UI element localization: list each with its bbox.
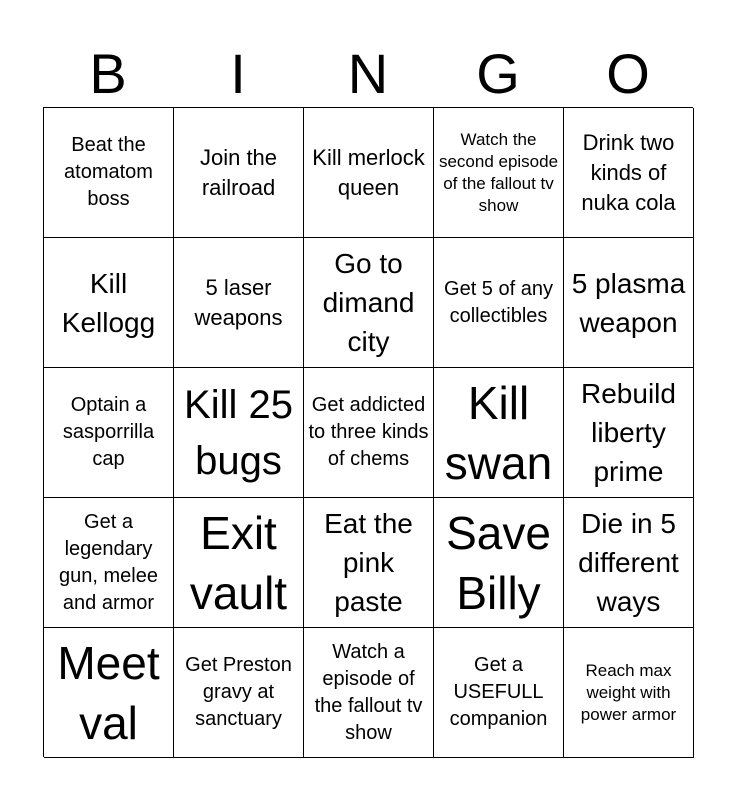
bingo-cell[interactable] [44,108,174,238]
bingo-cell[interactable] [564,628,694,758]
bingo-cell[interactable] [434,108,564,238]
cell-text: Watch the second episode of the fallout tv show [438,129,559,215]
cell-text: Get a USEFULL companion [449,654,548,730]
cell-text: Drink two kinds of nuka cola [581,129,676,215]
bingo-cell[interactable] [564,238,694,368]
bingo-cell[interactable] [304,368,434,498]
cell-text: 5 plasma weapon [571,267,686,338]
bingo-cell[interactable] [564,368,694,498]
cell-text: Rebuild liberty prime [581,378,676,487]
header-letter-b: B [89,42,127,105]
cell-text: Get 5 of any collectibles [444,277,553,327]
bingo-cell[interactable] [434,368,564,498]
cell-text: Meet val [57,636,160,749]
bingo-cell[interactable] [44,368,174,498]
cell-text: Reach max weight with power armor [580,660,677,724]
cell-text: Get addicted to three kinds of chems [308,394,429,470]
bingo-cell[interactable] [44,238,174,368]
cell-text: Kill merlock queen [312,144,425,200]
header-letter-n: N [347,42,389,105]
bingo-cell[interactable] [304,238,434,368]
bingo-cell[interactable] [174,368,304,498]
cell-text: Watch a episode of the fallout tv show [314,640,423,744]
cell-text: Kill 25 bugs [184,382,293,483]
cell-text: Optain a sasporrilla cap [62,394,155,470]
bingo-header [43,40,693,108]
cell-text: Exit vault [189,506,288,619]
cell-text: Kill swan [444,376,553,489]
cell-text: Get a legendary gun, melee and armor [59,510,158,614]
bingo-cell[interactable] [434,238,564,368]
cell-text: Die in 5 different ways [578,508,679,617]
bingo-cell[interactable] [434,498,564,628]
cell-text: Go to dimand city [322,248,415,357]
bingo-board [43,107,693,757]
bingo-cell[interactable] [44,628,174,758]
cell-text: Save Billy [446,506,551,619]
cell-text: Beat the atomatom boss [64,134,153,210]
bingo-cell[interactable] [174,628,304,758]
bingo-cell[interactable] [174,108,304,238]
bingo-cell[interactable] [304,498,434,628]
cell-text: Kill Kellogg [61,267,156,338]
header-letter-i: I [230,42,246,105]
bingo-cell[interactable] [174,238,304,368]
cell-text: Get Preston gravy at sanctuary [185,654,292,730]
bingo-cell[interactable] [564,108,694,238]
cell-text: Join the railroad [199,144,278,200]
bingo-cell[interactable] [304,108,434,238]
cell-text: 5 laser weapons [194,274,283,330]
cell-text: Eat the pink paste [324,508,413,617]
bingo-cell[interactable] [174,498,304,628]
header-letter-o: O [606,42,650,105]
header-letter-g: G [476,42,520,105]
bingo-cell[interactable] [434,628,564,758]
bingo-cell[interactable] [564,498,694,628]
bingo-cell[interactable] [304,628,434,758]
bingo-cell[interactable] [44,498,174,628]
